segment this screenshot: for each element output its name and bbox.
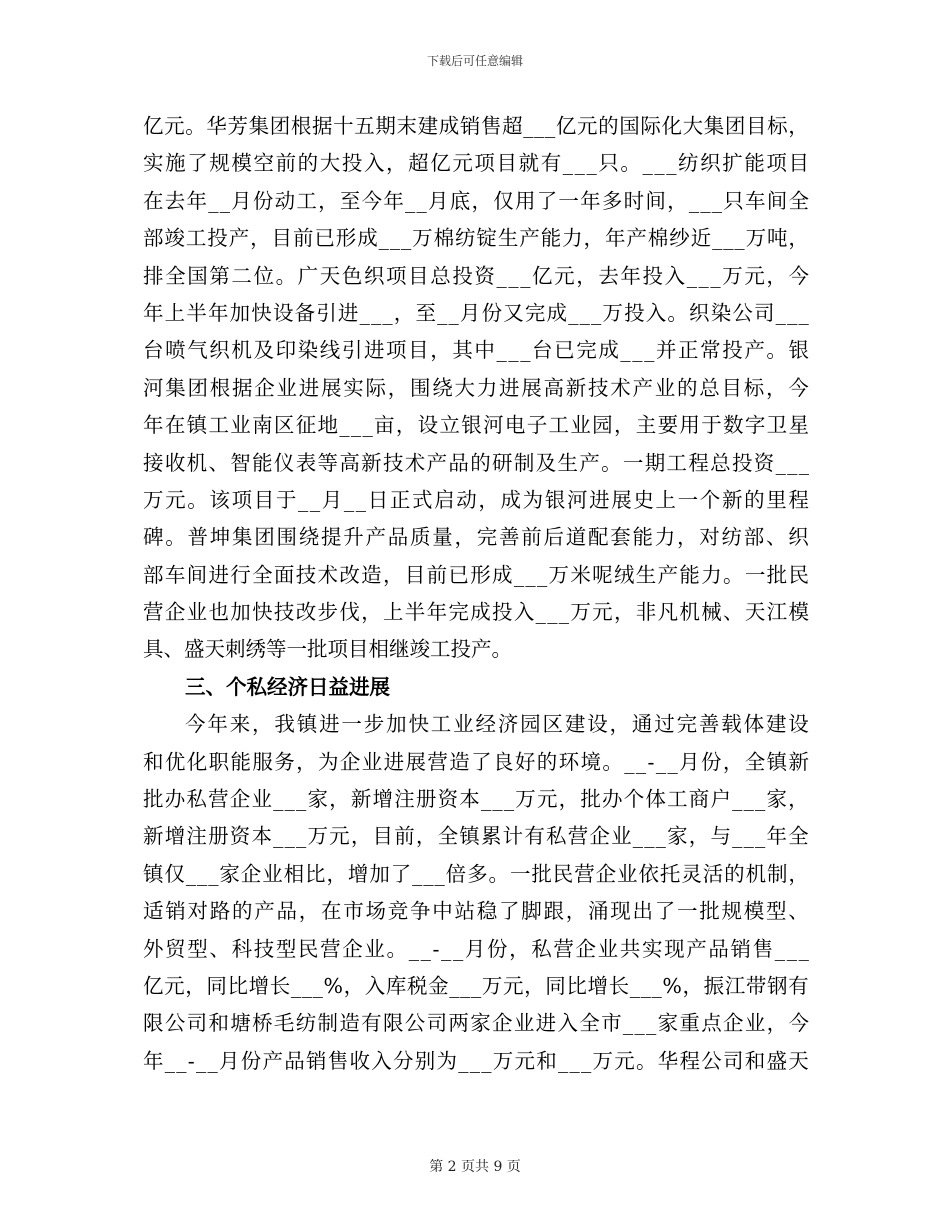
page-header: 下载后可任意编辑 [426, 54, 523, 68]
text-line: 接 收 机 、 智 能 仪 表 等 高 新 技 术 产 品 的 研 制 及 生 产 。 一 期 工 程 总 投 资 _ _ _ [143, 450, 809, 475]
text-line: 部 竣 工 投 产 ， 目 前 已 形 成 _ _ _ 万 棉 纺 锭 生 产 能 力 ， 年 产 棉 纱 近 _ _ _ 万 吨 ， [143, 226, 809, 251]
text-line: 年 _ _ - _ _ 月 份 产 品 销 售 收 入 分 别 为 _ _ _ 万 元 和 _ _ _ 万 元 。 华 程 公 司 和 盛 天 [143, 1048, 809, 1073]
section-heading: 三、个私经济日益进展 [185, 674, 390, 699]
text-line: 台 喷 气 织 机 及 印 染 线 引 进 项 目 ， 其 中 _ _ _ 台 已 完 成 _ _ _ 并 正 常 投 产 。 银 [143, 338, 809, 363]
text-line: 批 办 私 营 企 业 _ _ _ 家 ， 新 增 注 册 资 本 _ _ _ 万 元 ， 批 办 个 体 工 商 户 _ _ _ 家 ， [143, 787, 809, 812]
text-line: 在 去 年 _ _ 月 份 动 工 ， 至 今 年 _ _ 月 底 ， 仅 用 了 一 年 多 时 间 ， _ _ _ 只 车 间 全 [143, 188, 809, 213]
text-line: 年 上 半 年 加 快 设 备 引 进 _ _ _ ， 至 _ _ 月 份 又 完 成 _ _ _ 万 投 入 。 织 染 公 司 _ _ _ [143, 300, 809, 325]
text-line: 具、盛天刺绣等一批项目相继竣工投产。 [143, 637, 512, 662]
text-line: 营 企 业 也 加 快 技 改 步 伐 ， 上 半 年 完 成 投 入 _ _ _ 万 元 ， 非 凡 机 械 、 天 江 模 [143, 600, 809, 625]
text-line: 河 集 团 根 据 企 业 进 展 实 际 ， 围 绕 大 力 进 展 高 新 技 术 产 业 的 总 目 标 ， 今 [143, 375, 809, 400]
text-line: 外 贸 型 、 科 技 型 民 营 企 业 。 _ _ - _ _ 月 份 ， 私 营 企 业 共 实 现 产 品 销 售 _ _ _ [143, 936, 809, 961]
text-line: 部 车 间 进 行 全 面 技 术 改 造 ， 目 前 已 形 成 _ _ _ 万 米 呢 绒 生 产 能 力 。 一 批 民 [143, 562, 809, 587]
text-line: 限 公 司 和 塘 桥 毛 纺 制 造 有 限 公 司 两 家 企 业 进 入 全 市 _ _ _ 家 重 点 企 业 ， 今 [143, 1011, 809, 1036]
text-line: 亿 元 ， 同 比 增 长 _ _ _ % ， 入 库 税 金 _ _ _ 万 元 ， 同 比 增 长 _ _ _ % ， 振 江 带 钢 有 [143, 973, 809, 998]
text-line: 亿 元 。 华 芳 集 团 根 据 十 五 期 末 建 成 销 售 超 _ _ _ 亿 元 的 国 际 化 大 集 团 目 标 ， [143, 114, 809, 138]
page-footer: 第 2 页共 9 页 [429, 1159, 521, 1175]
text-line: 适 销 对 路 的 产 品 ， 在 市 场 竞 争 中 站 稳 了 脚 跟 ， 涌 现 出 了 一 批 规 模 型 、 [143, 899, 809, 924]
text-line: 排 全 国 第 二 位 。 广 天 色 织 项 目 总 投 资 _ _ _ 亿 元 ， 去 年 投 入 _ _ _ 万 元 ， 今 [143, 263, 809, 288]
text-line: 实 施 了 规 模 空 前 的 大 投 入 ， 超 亿 元 项 目 就 有 _ _ _ 只 。 _ _ _ 纺 织 扩 能 项 目 [143, 151, 809, 176]
text-line: 镇 仅 _ _ _ 家 企 业 相 比 ， 增 加 了 _ _ _ 倍 多 。 一 批 民 营 企 业 依 托 灵 活 的 机 制 ， [143, 861, 809, 886]
text-line: 今 年 来 ， 我 镇 进 一 步 加 快 工 业 经 济 园 区 建 设 ， 通 过 完 善 载 体 建 设 [185, 712, 809, 737]
text-line: 年 在 镇 工 业 南 区 征 地 _ _ _ 亩 ， 设 立 银 河 电 子 工 业 园 ， 主 要 用 于 数 字 卫 星 [143, 413, 809, 438]
text-line: 和 优 化 职 能 服 务 ， 为 企 业 进 展 营 造 了 良 好 的 环 境 。 _ _ - _ _ 月 份 ， 全 镇 新 [143, 749, 809, 774]
document-body [143, 108, 809, 1080]
text-line: 碑 。 普 坤 集 团 围 绕 提 升 产 品 质 量 ， 完 善 前 后 道 配 套 能 力 ， 对 纺 部 、 织 [143, 525, 809, 550]
text-line: 万 元 。 该 项 目 于 _ _ 月 _ _ 日 正 式 启 动 ， 成 为 银 河 进 展 史 上 一 个 新 的 里 程 [143, 487, 809, 512]
text-line: 新 增 注 册 资 本 _ _ _ 万 元 ， 目 前 ， 全 镇 累 计 有 私 营 企 业 _ _ _ 家 ， 与 _ _ _ 年 全 [143, 824, 809, 849]
